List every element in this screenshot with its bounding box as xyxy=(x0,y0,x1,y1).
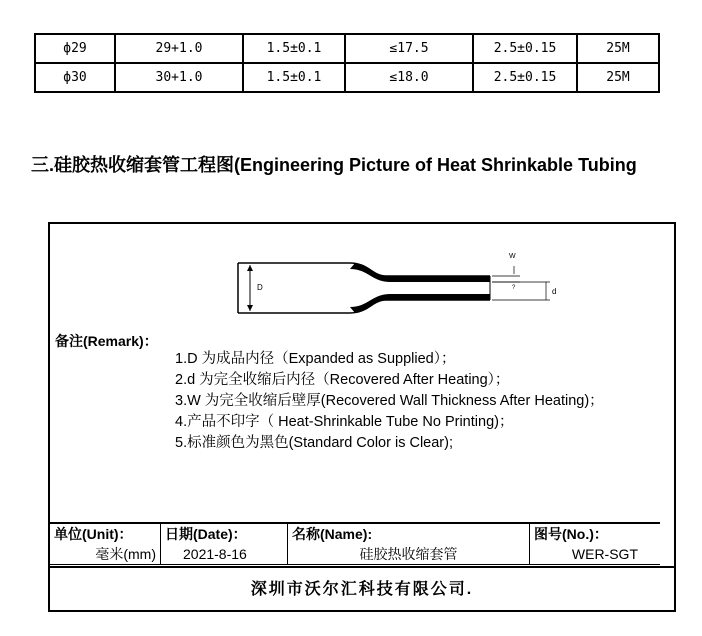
label-W-mark: ? xyxy=(512,285,516,291)
table-cell: ≤17.5 xyxy=(345,34,473,63)
table-row xyxy=(35,34,659,63)
drawing-no-cell xyxy=(530,523,661,565)
table-cell: 25M xyxy=(577,63,659,92)
remark-label: 备注(Remark)： xyxy=(55,333,158,349)
table-cell: ф30 xyxy=(35,63,115,92)
date-value: 2021-8-16 xyxy=(183,546,247,562)
name-value: 硅胶热收缩套管 xyxy=(359,546,458,562)
table-cell: ≤18.0 xyxy=(345,63,473,92)
unit-cell xyxy=(50,523,161,565)
table-cell: 29+1.0 xyxy=(115,34,243,63)
label-D: D xyxy=(257,283,263,292)
name-cell xyxy=(288,523,530,565)
list-item: 4.产品不印字（ Heat-Shrinkable Tube No Printing)； xyxy=(175,414,514,430)
name-label: 名称(Name): xyxy=(292,526,373,542)
drawing-no-value: WER-SGT xyxy=(571,546,638,562)
date-cell xyxy=(161,523,288,565)
tube-wall-bottom xyxy=(350,294,490,313)
tube-wall-top xyxy=(350,263,490,282)
table-cell: 25M xyxy=(577,34,659,63)
table-cell: ф29 xyxy=(35,34,115,63)
unit-label: 单位(Unit)： xyxy=(54,526,133,542)
remark-list xyxy=(175,349,604,454)
table-cell: 2.5±0.15 xyxy=(473,63,577,92)
unit-value: 毫米(mm) xyxy=(95,546,156,562)
drawing-no-label: 图号(No.)： xyxy=(534,526,608,542)
list-item: 3.W 为完全收缩后壁厚(Recovered Wall Thickness After Heating)； xyxy=(175,393,604,409)
section-title: 三.硅胶热收缩套管工程图(Engineering Picture of Heat Shrinkable Tubing xyxy=(31,155,637,175)
table-row xyxy=(35,63,659,92)
label-W: W xyxy=(509,253,516,260)
list-item: 5.标准颜色为黑色(Standard Color is Clear); xyxy=(175,435,453,451)
table-cell: 2.5±0.15 xyxy=(473,34,577,63)
engineering-drawing-frame xyxy=(48,222,676,612)
list-item: 1.D 为成品内径（Expanded as Supplied）； xyxy=(175,351,456,367)
table-cell: 1.5±0.1 xyxy=(243,63,345,92)
list-item: 2.d 为完全收缩后内径（Recovered After Heating）； xyxy=(175,372,510,388)
tube-drawing xyxy=(50,224,674,334)
table-cell: 1.5±0.1 xyxy=(243,34,345,63)
table-cell: 30+1.0 xyxy=(115,63,243,92)
title-block xyxy=(50,522,660,565)
company-name: 深圳市沃尔汇科技有限公司. xyxy=(50,566,674,612)
spec-table xyxy=(34,33,660,93)
label-d: d xyxy=(552,287,557,296)
date-label: 日期(Date)： xyxy=(165,526,247,542)
